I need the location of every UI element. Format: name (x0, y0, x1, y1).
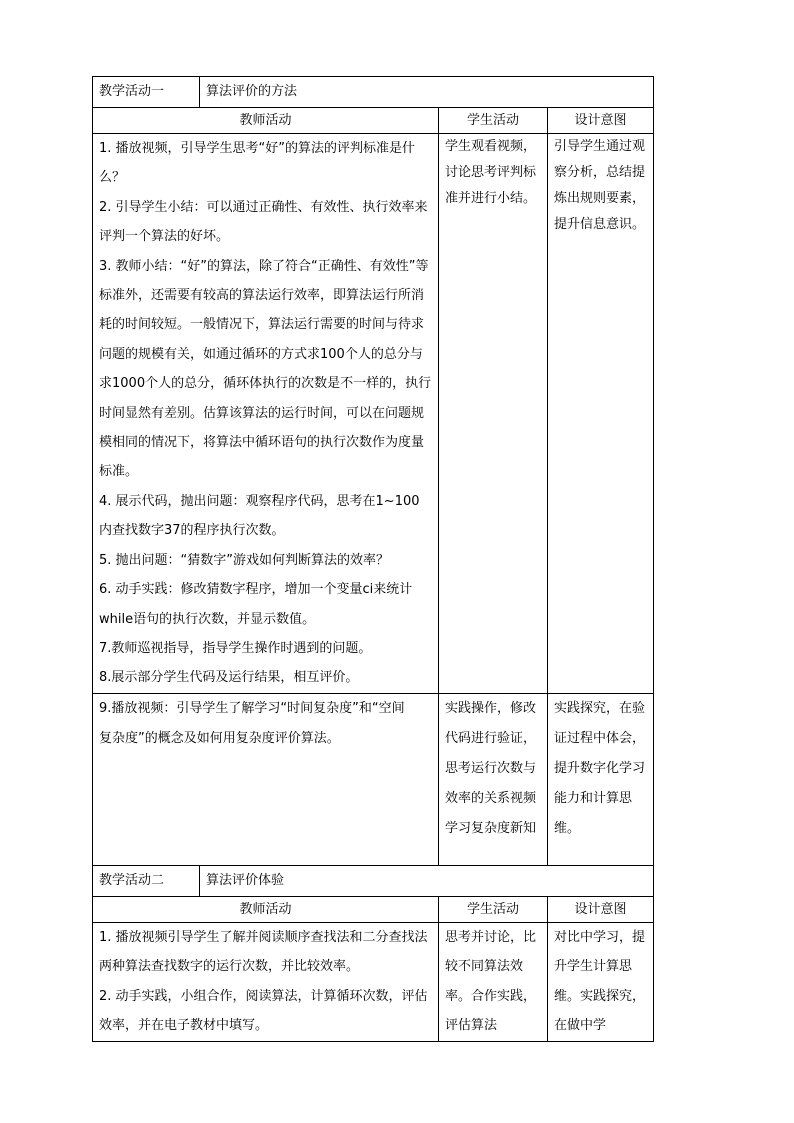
activity2-title: 算法评价体验 (200, 866, 654, 897)
teacher-step-5: 5. 抛出问题：“猜数字”游戏如何判断算法的效率？ (99, 552, 390, 568)
activity2-student-cell (439, 923, 548, 1042)
teacher-step-3: 3. 教师小结：“好”的算法，除了符合“正确性、有效性”等标准外，还需要有较高的算法运行效率，即算法运行所消耗的时间较短。一般情况下，算法运行需要的时间与待求问题的规模有关，如通过循环的方式求100个人的总分与求1000个人的总分，循环体执行的次数是不一样的，执行时间显然有差别。估算该算法的运行时间，可以在问题规模相同的情况下，将算法中循环语句的执行次数作为度量标准。 (99, 258, 432, 480)
activity2-intent-header: 设计意图 (548, 897, 654, 923)
activity2-label: 教学活动二 (93, 866, 200, 897)
activity2-student: 思考并讨论，比较不同算法效率。合作实践，评估算法 (445, 930, 537, 1034)
activity2-teacher-step-2: 2. 动手实践，小组合作，阅读算法，计算循环次数，评估效率，并在电子教材中填写。 (99, 988, 428, 1034)
student-activity-b: 实践操作，修改代码进行验证，思考运行次数与效率的关系视频学习复杂度新知 (445, 701, 537, 836)
teacher-step-9-cont: 复杂度”的概念及如何用复杂度评价算法。 (99, 731, 340, 746)
activity1-student-cell-a (439, 134, 548, 694)
activity2-intent: 对比中学习，提升学生计算思维。实践探究，在做中学 (554, 930, 646, 1034)
intent-a: 引导学生通过观察分析，总结提炼出规则要素，提升信息意识。 (554, 139, 646, 232)
teacher-step-1: 1. 播放视频，引导学生思考“好”的算法的评判标准是什么？ (99, 141, 416, 186)
activity1-teacher-cell-b (93, 694, 439, 866)
teacher-step-4: 4. 展示代码，抛出问题：观察程序代码，思考在1~100内查找数字37的程序执行次数。 (99, 493, 420, 539)
lesson-plan (92, 76, 653, 1042)
teacher-step-2: 2. 引导学生小结：可以通过正确性、有效性、执行效率来评判一个算法的好坏。 (99, 199, 428, 245)
activity2-teacher-cell (93, 923, 439, 1042)
activity2-teacher-header: 教师活动 (93, 897, 439, 923)
activity1-title: 算法评价的方法 (200, 77, 654, 108)
teacher-step-9: 9.播放视频：引导学生了解学习“时间复杂度”和“空间 (99, 701, 405, 716)
teacher-step-8: 8.展示部分学生代码及运行结果，相互评价。 (99, 670, 359, 686)
activity1-student-header: 学生活动 (439, 108, 548, 134)
activity1-teacher-cell-a (93, 134, 439, 694)
teacher-step-6: 6. 动手实践：修改猜数字程序，增加一个变量ci来统计while语句的执行次数，并显示数值。 (99, 582, 413, 627)
activity1-label: 教学活动一 (93, 77, 200, 108)
student-activity-a: 学生观看视频，讨论思考评判标准并进行小结。 (445, 139, 537, 206)
teacher-step-7: 7.教师巡视指导，指导学生操作时遇到的问题。 (99, 640, 372, 656)
activity2-teacher-step-1: 1. 播放视频引导学生了解并阅读顺序查找法和二分查找法两种算法查找数字的运行次数，并比较效率。 (99, 930, 428, 975)
intent-b: 实践探究，在验证过程中体会，提升数字化学习能力和计算思维。 (554, 701, 646, 836)
activity2-intent-cell (548, 923, 654, 1042)
activity1-intent-cell-b (548, 694, 654, 866)
activity1-student-cell-b (439, 694, 548, 866)
activity1-intent-header: 设计意图 (548, 108, 654, 134)
lesson-table (92, 76, 654, 1042)
activity1-teacher-header: 教师活动 (93, 108, 439, 134)
activity1-intent-cell-a (548, 134, 654, 694)
activity2-student-header: 学生活动 (439, 897, 548, 923)
